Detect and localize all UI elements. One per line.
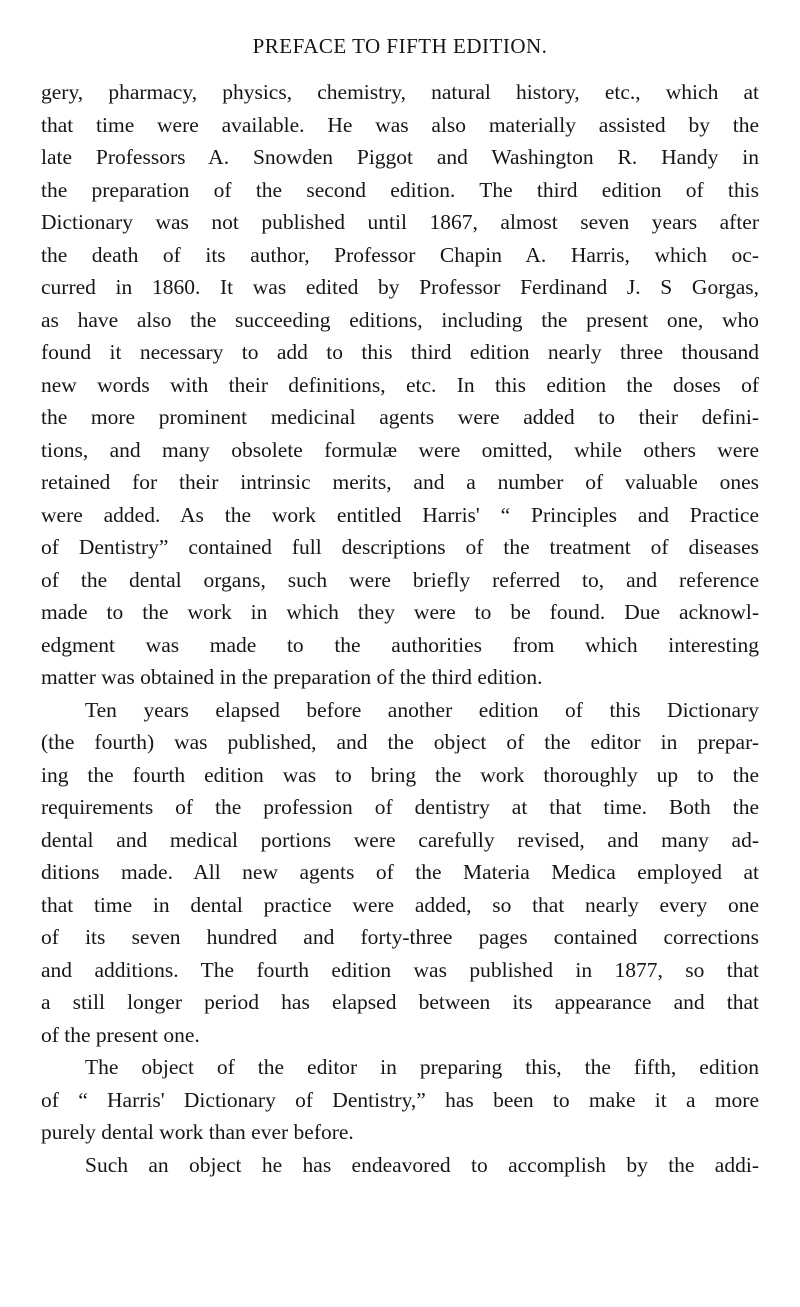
text-line: the more prominent medicinal agents were added to their defini- [41, 405, 759, 429]
text-line: found it necessary to add to this third edition nearly three thousand [41, 340, 759, 364]
text-line: The object of the editor in preparing this, the fifth, edition [85, 1055, 759, 1079]
text-line: of the dental organs, such were briefly referred to, and reference [41, 567, 759, 592]
text-line: that time were available. He was also materially assisted by the [41, 112, 759, 137]
text-line: curred in 1860. It was edited by Professor Ferdinand J. S Gorgas, [41, 275, 759, 299]
text-line: Dictionary was not published until 1867, almost seven years after [41, 210, 759, 234]
text-line: ditions made. All new agents of the Materia Medica employed at [41, 860, 759, 884]
text-line: dental and medical portions were carefully revised, and many ad- [41, 827, 759, 852]
text-line: a still longer period has elapsed between its appearance and that [41, 990, 759, 1014]
text-line: of Dentistry” contained full descriptions of the treatment of diseases [41, 535, 759, 559]
text-line: (the fourth) was published, and the object of the editor in prepar- [41, 730, 759, 754]
text-line: as have also the succeeding editions, including the present one, who [41, 307, 759, 332]
text-line: the preparation of the second edition. The third edition of this [41, 177, 759, 202]
body-text [41, 76, 759, 1181]
text-line: the death of its author, Professor Chapin A. Harris, which oc- [41, 242, 759, 267]
text-line: that time in dental practice were added, so that nearly every one [41, 892, 759, 917]
text-line: of “ Harris' Dictionary of Dentistry,” has been to make it a more [41, 1087, 759, 1112]
text-line: and additions. The fourth edition was published in 1877, so that [41, 957, 759, 982]
text-line: late Professors A. Snowden Piggot and Washington R. Handy in [41, 145, 759, 169]
text-line: requirements of the profession of dentistry at that time. Both the [41, 795, 759, 819]
running-head: PREFACE TO FIFTH EDITION. [252, 34, 548, 58]
text-line: ing the fourth edition was to bring the work thoroughly up to the [41, 762, 759, 787]
text-line: retained for their intrinsic merits, and a number of valuable ones [41, 470, 759, 494]
text-line: new words with their definitions, etc. In this edition the doses of [41, 372, 759, 397]
text-line: of the present one. [41, 1022, 200, 1047]
text-line: tions, and many obsolete formulæ were omitted, while others were [41, 437, 759, 462]
text-line: matter was obtained in the preparation of the third edition. [41, 665, 543, 689]
text-line: purely dental work than ever before. [41, 1120, 354, 1144]
text-line: of its seven hundred and forty-three pages contained corrections [41, 925, 759, 949]
text-line: edgment was made to the authorities from which interesting [41, 632, 759, 657]
text-line: were added. As the work entitled Harris' “ Principles and Practice [41, 502, 759, 527]
text-line: Such an object he has endeavored to accomplish by the addi- [85, 1152, 759, 1177]
text-line: Ten years elapsed before another edition of this Dictionary [85, 697, 759, 722]
text-line: made to the work in which they were to be found. Due acknowl- [41, 600, 759, 624]
text-line: gery, pharmacy, physics, chemistry, natural history, etc., which at [41, 80, 759, 104]
